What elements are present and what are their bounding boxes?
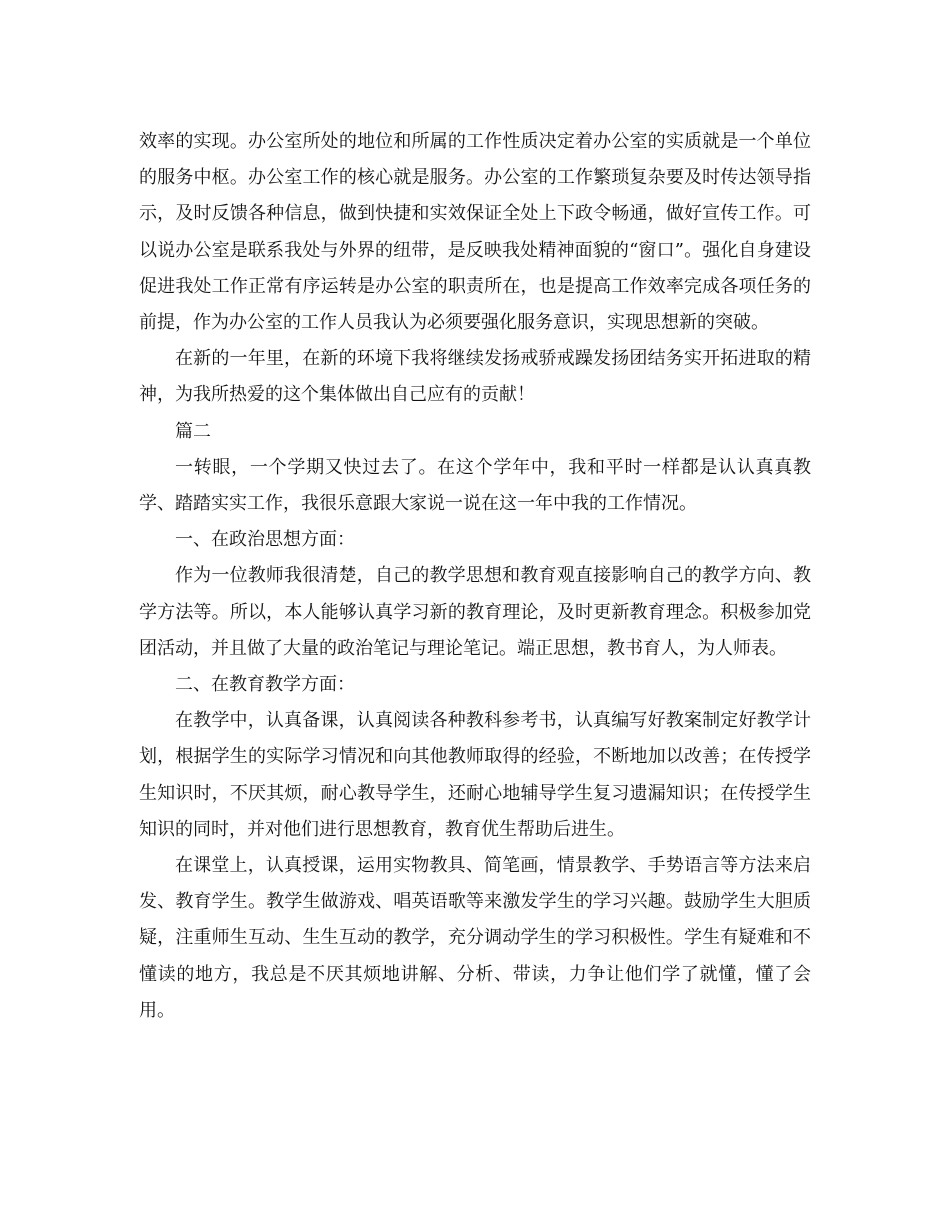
paragraph-office-service: 效率的实现。办公室所处的地位和所属的工作性质决定着办公室的实质就是一个单位的服务中枢。办公室工作的核心就是服务。办公室的工作繁琐复杂要及时传达领导指示，及时反馈各种信息，做到快捷和实效保证全处上下政令畅通，做好宣传工作。可以说办公室是联系我处与外界的纽带，是反映我处精神面貌的“窗口”。强化自身建设促进我处工作正常有序运转是办公室的职责所在，也是提高工作效率完成各项任务的前提，作为办公室的工作人员我认为必须要强化服务意识，实现思想新的突破。 (139, 131, 811, 334)
subheading-political-thought: 一、在政治思想方面： (175, 529, 355, 551)
paragraph-intro: 一转眼，一个学期又快过去了。在这个学年中，我和平时一样都是认认真真教学、踏踏实实工作，我很乐意跟大家说一说在这一年中我的工作情况。 (139, 456, 811, 515)
paragraph-classroom-teaching: 在课堂上，认真授课，运用实物教具、简笔画，情景教学、手势语言等方法来启发、教育学生。教学生做游戏、唱英语歌等来激发学生的学习兴趣。鼓励学生大胆质疑，注重师生互动、生生互动的教学，充分调动学生的学习积极性。学生有疑难和不懂读的地方，我总是不厌其烦地讲解、分析、带读，力争让他们学了就懂，懂了会用。 (139, 855, 811, 1021)
subheading-teaching: 二、在教育教学方面： (175, 674, 355, 696)
paragraph-new-year-resolution: 在新的一年里，在新的环境下我将继续发扬戒骄戒躁发扬团结务实开拓进取的精神，为我所热爱的这个集体做出自己应有的贡献！ (139, 348, 811, 406)
paragraph-political-thought: 作为一位教师我很清楚，自己的教学思想和教育观直接影响自己的教学方向、教学方法等。所以，本人能够认真学习新的教育理论，及时更新教育理念。积极参加党团活动，并且做了大量的政治笔记与理论笔记。端正思想，教书育人，为人师表。 (139, 565, 811, 659)
document-body (139, 124, 811, 1029)
paragraph-teaching-preparation: 在教学中，认真备课，认真阅读各种教科参考书，认真编写好教案制定好教学计划，根据学生的实际学习情况和向其他教师取得的经验，不断地加以改善；在传授学生知识时，不厌其烦，耐心教导学生，还耐心地辅导学生复习遗漏知识；在传授学生知识的同时，并对他们进行思想教育，教育优生帮助后进生。 (139, 710, 811, 840)
section-heading-part-two: 篇二 (175, 420, 211, 442)
